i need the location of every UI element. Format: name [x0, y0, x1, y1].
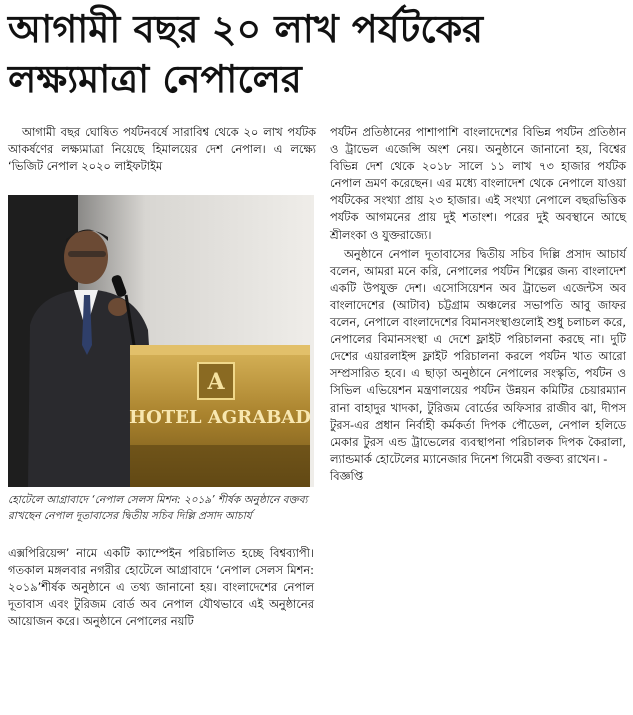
- headline-line-2: লক্ষ্যমাত্রা নেপালের: [8, 57, 302, 101]
- left-column-bottom: [8, 545, 314, 630]
- byline-source: বিজ্ঞপ্তি: [330, 468, 364, 483]
- right-paragraph-1: পর্যটন প্রতিষ্ঠানের পাশাপাশি বাংলাদেশের বিভিন্ন পর্যটন প্রতিষ্ঠান ও ট্রাভেল এজেন্সি অংশ নেয়। অনুষ্ঠানে জানানো হয়, বিশ্বের বিভিন্ন দেশ থেকে ২০১৮ সালে ১১ লাখ ৭৩ হাজার পর্যটক নেপাল ভ্রমণ করেছেন। এর মধ্যে বাংলাদেশ থেকে নেপালে যাওয়া পর্যটকের সংখ্যা প্রায় ২৩ হাজার। এই সংখ্যা নেপালে বছরভিত্তিক পর্যটক আগমনের প্রায় দুই শতাংশ। পরের দুই অবস্থানে আছে শ্রীলংকা ও যুক্তরাজ্যে।: [330, 125, 626, 242]
- podium-sign: HOTEL AGRABAD: [129, 407, 311, 428]
- column-divider: [322, 124, 323, 712]
- left-column-top: [8, 124, 316, 175]
- right-column: [330, 124, 626, 485]
- right-paragraph-2: অনুষ্ঠানে নেপাল দূতাবাসের দ্বিতীয় সচিব দিল্লি প্রসাদ আচার্য বলেন, আমরা মনে করি, নেপালের পর্যটন শিল্পের জন্য বাংলাদেশ একটি উপযুক্ত দেশ। এসোসিয়েশন অব ট্রাভেল এজেন্টস অব বাংলাদেশের (আটাব) চট্টগ্রাম অঞ্চলের সভাপতি আবু জাফর বলেন, নেপালে বাংলাদেশের বিমানসংস্থাগুলোই শুধু চলাচল করে, নেপালের বিমানসংস্থা এ দেশে ফ্লাইট পরিচালনা করছে না। দুটি দেশের এয়ারলাইন্স ফ্লাইট পরিচালনা করলে পর্যটন খাত আরো সম্প্রসারিত হবে। এ ছাড়া অনুষ্ঠানে নেপালের সংস্কৃতি, পর্যটন ও সিভিল এভিয়েশন মন্ত্রণালয়ের পর্যটন উন্নয়ন কমিটির চেয়ারম্যান রানা বাহাদুর খাদকা, টুরিজম বোর্ডের অফিসার রাজীব ঝা, দীপস টুরস-এর প্রধান নির্বাহী কর্মকর্তা দিপক পৌডেল, নেপাল হলিডে মেকার টুরস এন্ড ট্রাভেলের ব্যবস্থাপনা পরিচালক দিপক কৈরালা, ল্যান্ডমার্ক হোটেলের ম্যানেজার দিনেশ গিমেরী বক্তব্য রাখেন। -: [330, 246, 626, 466]
- speaker-photo-illustration: [8, 195, 314, 487]
- headline: [8, 4, 625, 104]
- photo-caption: হোটেলে আগ্রাবাদে ‘নেপাল সেলস মিশন: ২০১৯’ শীর্ষক অনুষ্ঠানে বক্তব্য রাখছেন নেপাল দূতাবাসের দ্বিতীয় সচিব দিল্লি প্রসাদ আচার্য: [8, 494, 308, 522]
- news-photo: [8, 195, 314, 487]
- headline-line-1: আগামী বছর ২০ লাখ পর্যটকের: [8, 7, 484, 51]
- left-paragraph-2: এক্সপিরিয়েন্স’ নামে একটি ক্যাম্পেইন পরিচালিত হচ্ছে বিশ্বব্যাপী। গতকাল মঙ্গলবার নগরীর হোটেলে আগ্রাবাদে ‘নেপাল সেলস মিশন: ২০১৯’শীর্ষক অনুষ্ঠানে এ তথ্য জানানো হয়। বাংলাদেশের নেপাল দূতাবাস এবং টুরিজম বোর্ড অব নেপাল যৌথভাবে এই অনুষ্ঠানের আয়োজন করে। অনুষ্ঠানে নেপালের নয়টি: [8, 546, 314, 629]
- left-paragraph-1: আগামী বছর ঘোষিত পর্যটনবর্ষে সারাবিশ্ব থেকে ২০ লাখ পর্যটক আকর্ষণের লক্ষ্যমাত্রা নিয়েছে হিমালয়ের দেশ নেপাল। এ লক্ষ্যে ‘ভিজিট নেপাল ২০২০ লাইফটাইম: [8, 125, 316, 174]
- podium-logo: A: [207, 369, 225, 395]
